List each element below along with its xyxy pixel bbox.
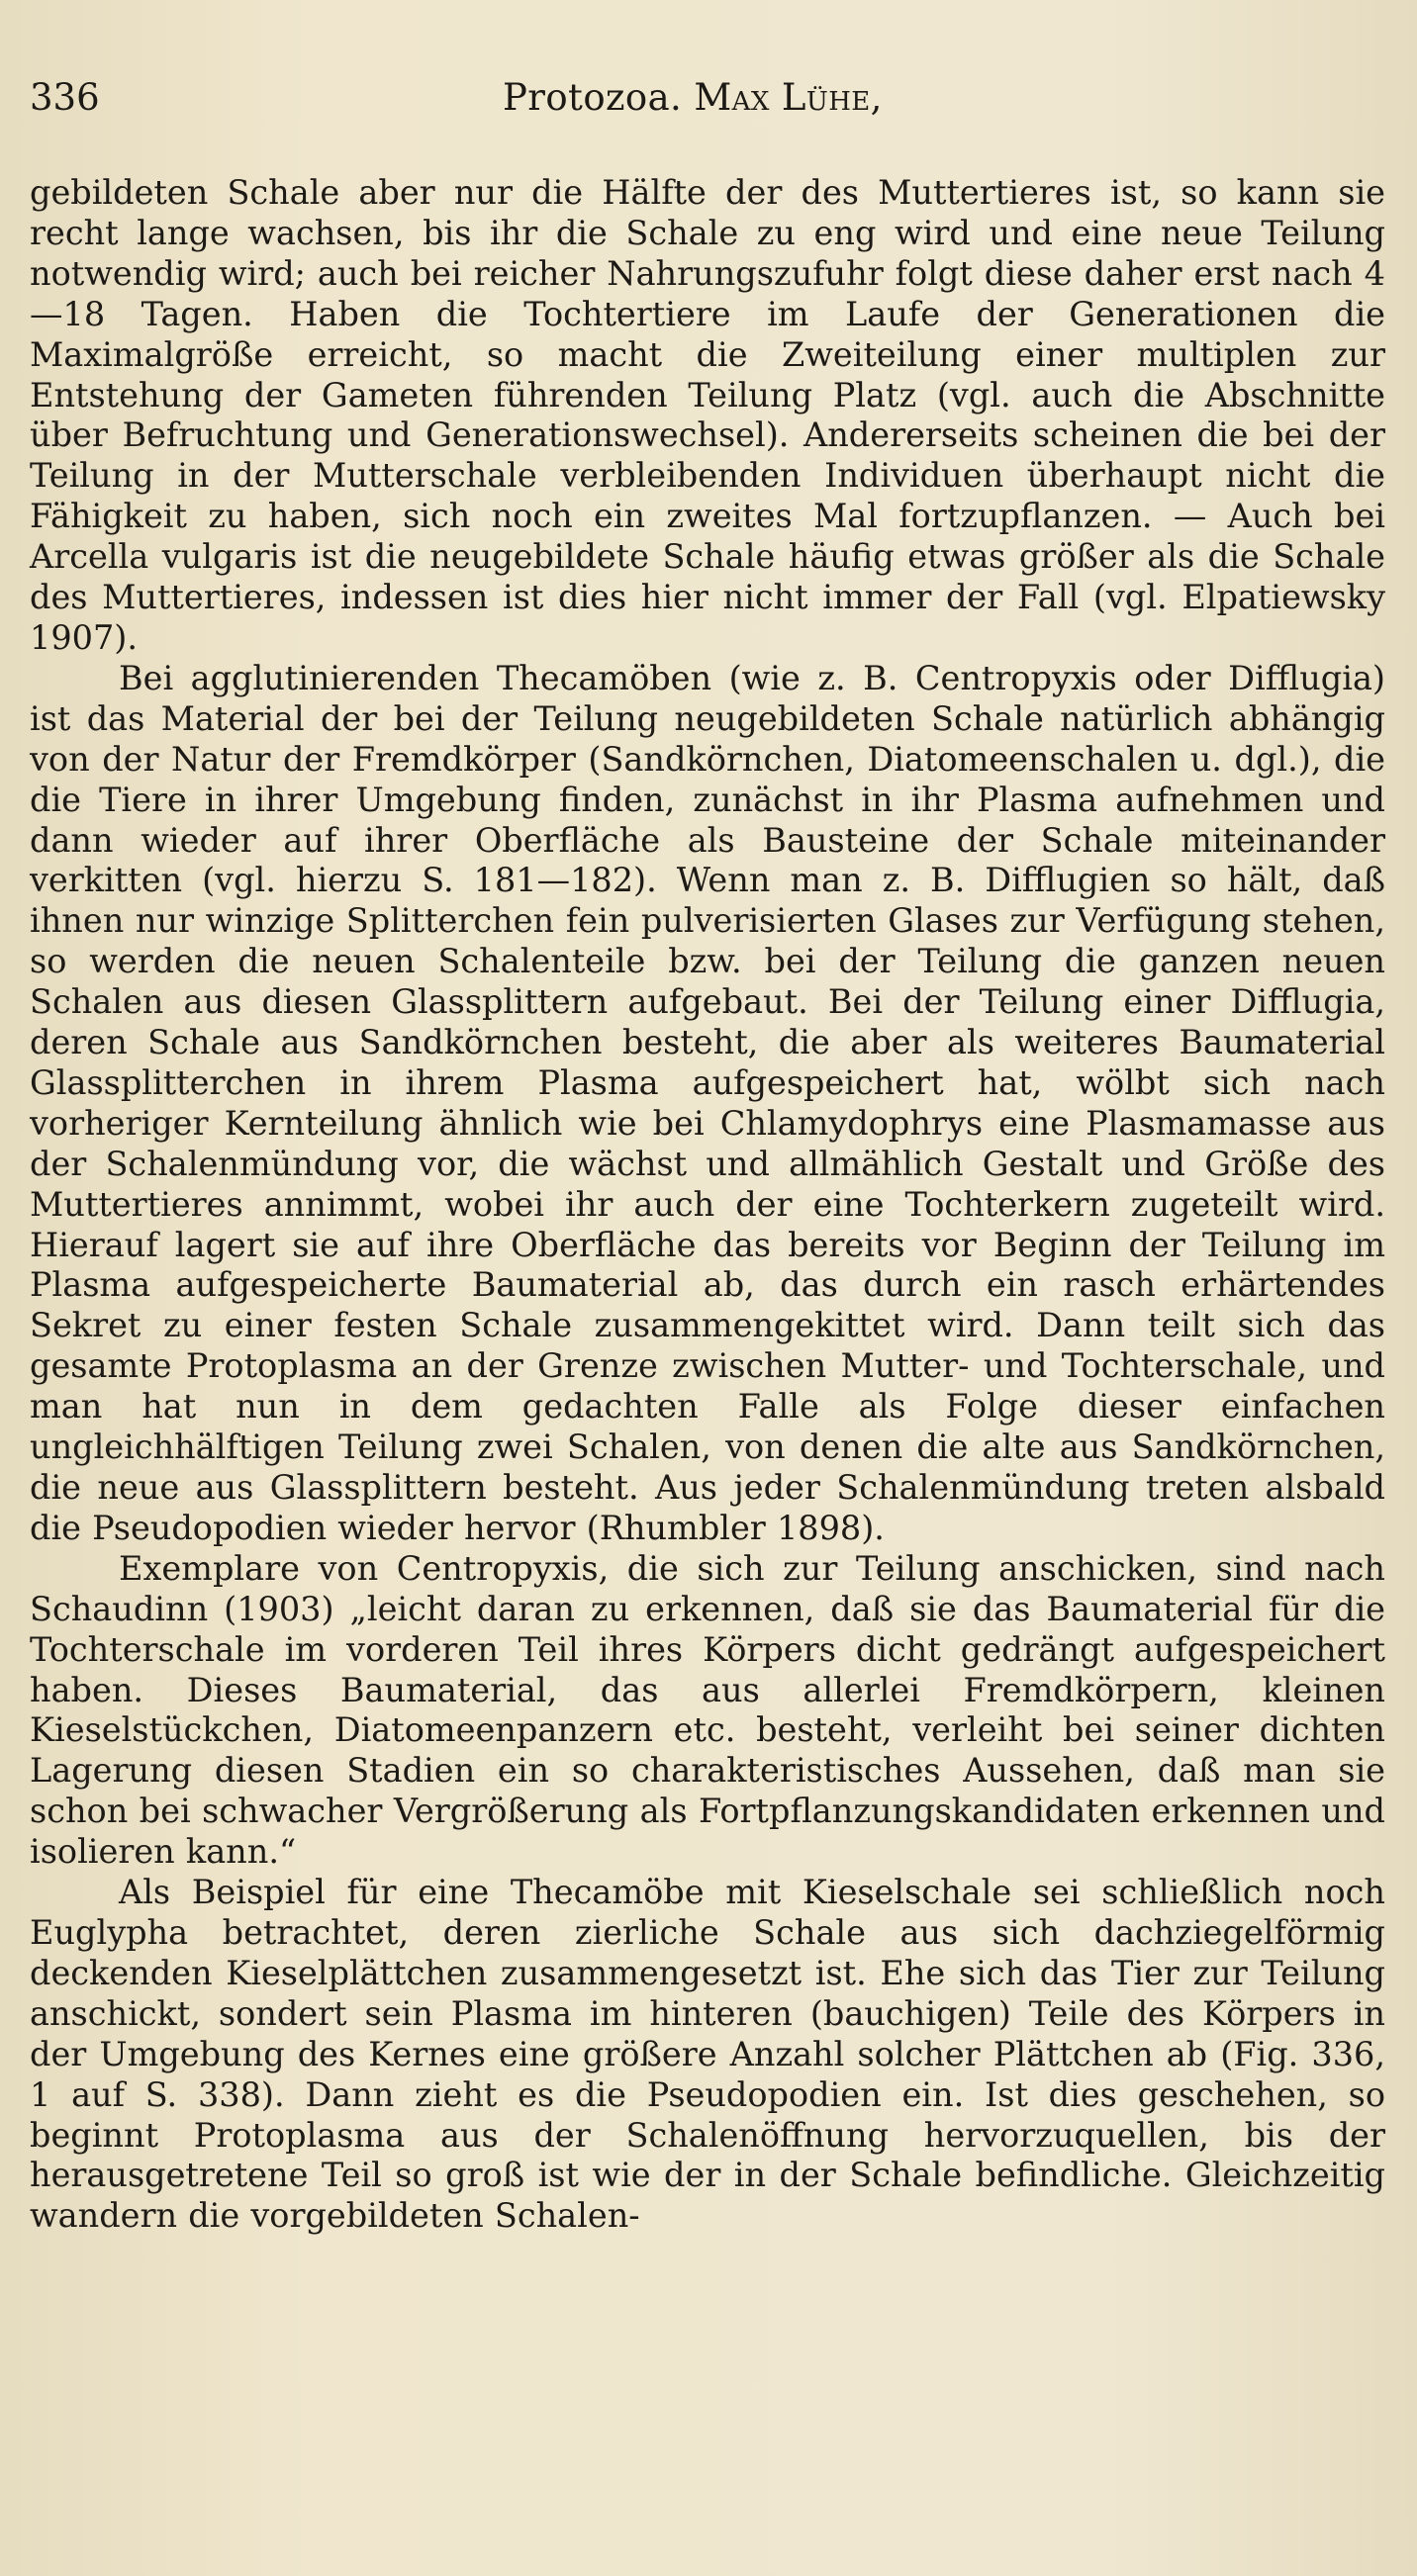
running-head-subject: Protozoa. — [503, 76, 683, 119]
paragraph-euglypha: Als Beispiel für eine Thecamöbe mit Kieselschale sei schließlich noch Euglypha betrachtet, deren zierliche Schale aus sich dachziegelförmig deckenden Kieselplättchen zusammengesetzt ist. Ehe sich das Tier zur Teilung anschickt, sondert sein Plasma im hinteren (bauchigen) Teile des Körpers in der Umgebung des Kernes eine größere Anzahl solcher Plättchen ab (Fig. 336, 1 auf S. 338). Dann zieht es die Pseudopodien ein. Ist dies geschehen, so beginnt Protoplasma aus der Schalenöffnung hervorzuquellen, bis der herausgetretene Teil so groß ist wie der in der Schale befindliche. Gleichzeitig wandern die vorgebildeten Schalen- — [30, 1873, 1385, 2236]
body-text — [30, 173, 1385, 2237]
paragraph-agglutinating-thecamoebae: Bei agglutinierenden Thecamöben (wie z. B. Centropyxis oder Difflugia) ist das Material der bei der Teilung neugebildeten Schale natürlich abhängig von der Natur der Fremdkörper (Sandkörnchen, Diatomeenschalen u. dgl.), die die Tiere in ihrer Umgebung finden, zunächst in ihr Plasma aufnehmen und dann wieder auf ihrer Oberfläche als Bausteine der Schale miteinander verkitten (vgl. hierzu S. 181—182). Wenn man z. B. Difflugien so hält, daß ihnen nur winzige Splitterchen fein pulverisierten Glases zur Verfügung stehen, so werden die neuen Schalenteile bzw. bei der Teilung die ganzen neuen Schalen aus diesen Glassplittern aufgebaut. Bei der Teilung einer Difflugia, deren Schale aus Sandkörnchen besteht, die aber als weiteres Baumaterial Glassplitterchen in ihrem Plasma aufgespeichert hat, wölbt sich nach vorheriger Kernteilung ähnlich wie bei Chlamydophrys eine Plasmamasse aus der Schalenmündung vor, die wächst und allmählich Gestalt und Größe des Muttertieres annimmt, wobei ihr auch der eine Tochterkern zugeteilt wird. Hierauf lagert sie auf ihre Oberfläche das bereits vor Beginn der Teilung im Plasma aufgespeicherte Baumaterial ab, das durch ein rasch erhärtendes Sekret zu einer festen Schale zusammengekittet wird. Dann teilt sich das gesamte Protoplasma an der Grenze zwischen Mutter- und Tochterschale, und man hat nun in dem gedachten Falle als Folge dieser einfachen ungleichhälftigen Teilung zwei Schalen, von denen die alte aus Sandkörnchen, die neue aus Glassplittern besteht. Aus jeder Schalenmündung treten alsbald die Pseudopodien wieder hervor (Rhumbler 1898). — [30, 658, 1385, 1547]
running-head — [503, 73, 883, 123]
paragraph-centropyxis: Exemplare von Centropyxis, die sich zur Teilung anschicken, sind nach Schaudinn (1903) „leicht daran zu erkennen, daß sie das Baumaterial für die Tochterschale im vorderen Teil ihres Körpers dicht gedrängt aufgespeichert haben. Dieses Baumaterial, das aus allerlei Fremdkörpern, kleinen Kieselstückchen, Diatomeenpanzern etc. besteht, verleiht bei seiner dichten Lagerung diesen Stadien ein so charakteristisches Aussehen, daß man sie schon bei schwacher Vergrößerung als Fortpflanzungskandidaten erkennen und isolieren kann.“ — [30, 1548, 1385, 1872]
page-header — [30, 73, 1387, 123]
page-number: 336 — [30, 76, 100, 119]
running-head-author: Max Lühe, — [694, 76, 883, 119]
paragraph-continuation: gebildeten Schale aber nur die Hälfte der des Muttertieres ist, so kann sie recht lange wachsen, bis ihr die Schale zu eng wird und eine neue Teilung notwendig wird; auch bei reicher Nahrungszufuhr folgt diese daher erst nach 4—18 Tagen. Haben die Tochtertiere im Laufe der Generationen die Maximalgröße erreicht, so macht die Zweiteilung einer multiplen zur Entstehung der Gameten führenden Teilung Platz (vgl. auch die Abschnitte über Befruchtung und Generationswechsel). Andererseits scheinen die bei der Teilung in der Mutterschale verbleibenden Individuen überhaupt nicht die Fähigkeit zu haben, sich noch ein zweites Mal fortzupflanzen. — Auch bei Arcella vulgaris ist die neugebildete Schale häufig etwas größer als die Schale des Muttertieres, indessen ist dies hier nicht immer der Fall (vgl. Elpatiewsky 1907). — [30, 173, 1385, 657]
